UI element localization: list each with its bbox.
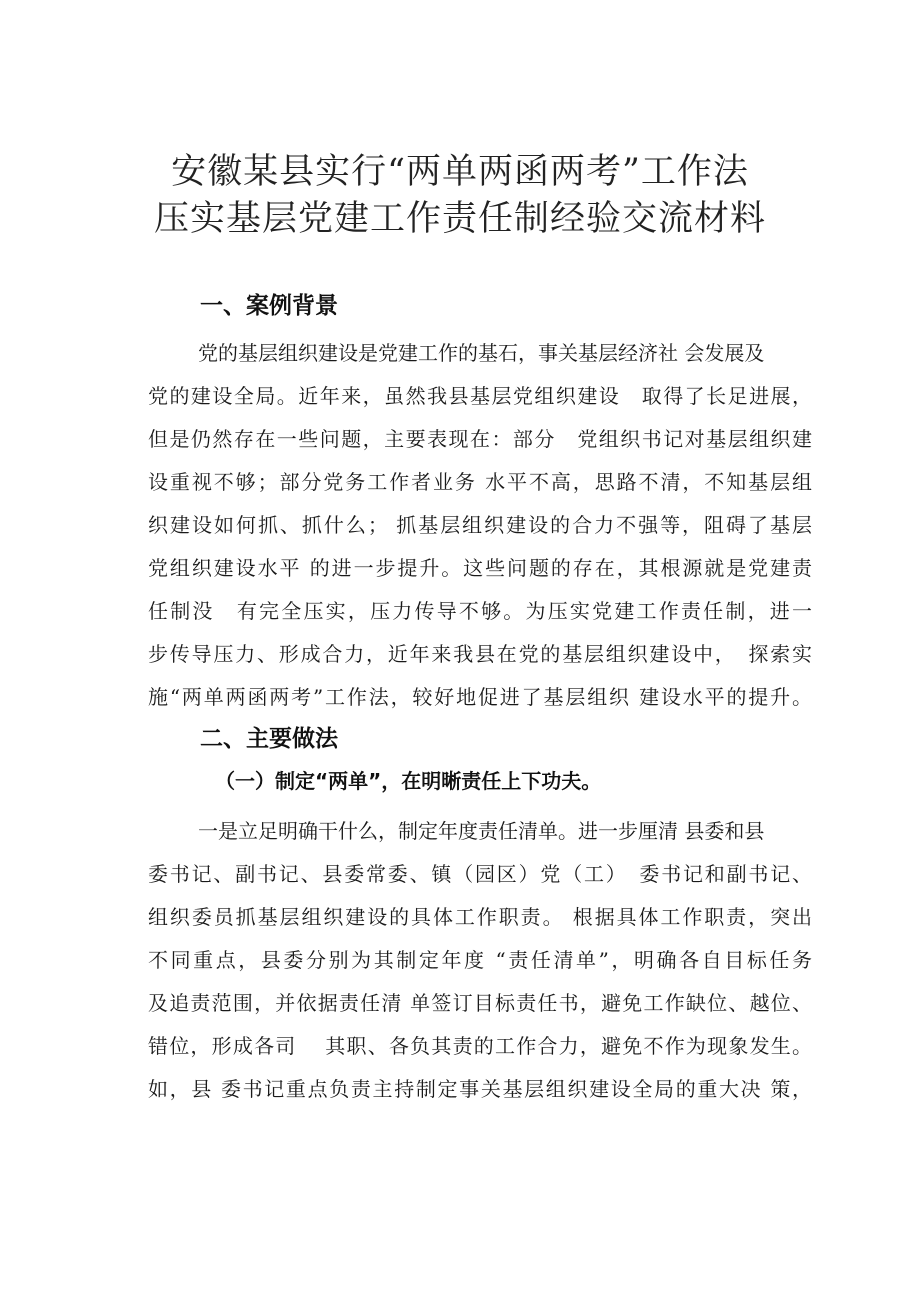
text-line: 错位，形成各司 其职、各负其责的工作合力，避免不作为现象发生。 bbox=[148, 1034, 812, 1058]
text-line: 设重视不够；部分党务工作者业务 水平不高，思路不清，不知基层组 bbox=[148, 470, 812, 494]
subsection-heading-two-lists: （一）制定“两单”，在明晰责任上下功夫。 bbox=[215, 769, 602, 793]
text-line: 织建设如何抓、抓什么； 抓基层组织建设的合力不强等，阻碍了基层 bbox=[148, 513, 812, 537]
text-line: 党组织建设水平 的进一步提升。这些问题的存在，其根源就是党建责 bbox=[148, 556, 812, 580]
section-heading-main-practices: 二、主要做法 bbox=[200, 726, 338, 752]
text-line: 及追责范围，并依据责任清 单签订目标责任书，避免工作缺位、越位、 bbox=[148, 991, 812, 1015]
text-line: 步传导压力、形成合力，近年来我县在党的基层组织建设中， 探索实 bbox=[148, 642, 812, 666]
text-line: 如，县 委书记重点负责主持制定事关基层组织建设全局的重大决 策， bbox=[148, 1077, 812, 1101]
text-line: 施“两单两函两考”工作法，较好地促进了基层组织 建设水平的提升。 bbox=[148, 685, 812, 709]
paragraph-background bbox=[148, 332, 812, 719]
document-title-line-2: 压实基层党建工作责任制经验交流材料 bbox=[153, 199, 766, 239]
text-line: 但是仍然存在一些问题，主要表现在：部分 党组织书记对基层组织建 bbox=[148, 427, 812, 451]
document-title-line-1: 安徽某县实行“两单两函两考”工作法 bbox=[171, 152, 749, 192]
paragraph-two-lists bbox=[148, 810, 812, 1111]
text-line: 党的基层组织建设是党建工作的基石，事关基层经济社 会发展及 bbox=[198, 341, 765, 365]
text-line: 党的建设全局。近年来，虽然我县基层党组织建设 取得了长足进展， bbox=[148, 384, 812, 408]
text-line: 组织委员抓基层组织建设的具体工作职责。 根据具体工作职责，突出 bbox=[148, 905, 812, 929]
section-heading-background: 一、案例背景 bbox=[200, 293, 338, 319]
text-line: 委书记、副书记、县委常委、镇（园区）党（工） 委书记和副书记、 bbox=[148, 862, 812, 886]
text-line: 任制没 有完全压实，压力传导不够。为压实党建工作责任制，进一 bbox=[148, 599, 812, 623]
text-line: 不同重点，县委分别为其制定年度 “责任清单”，明确各自目标任务 bbox=[148, 948, 812, 972]
text-line: 一是立足明确干什么，制定年度责任清单。进一步厘清 县委和县 bbox=[198, 819, 765, 843]
